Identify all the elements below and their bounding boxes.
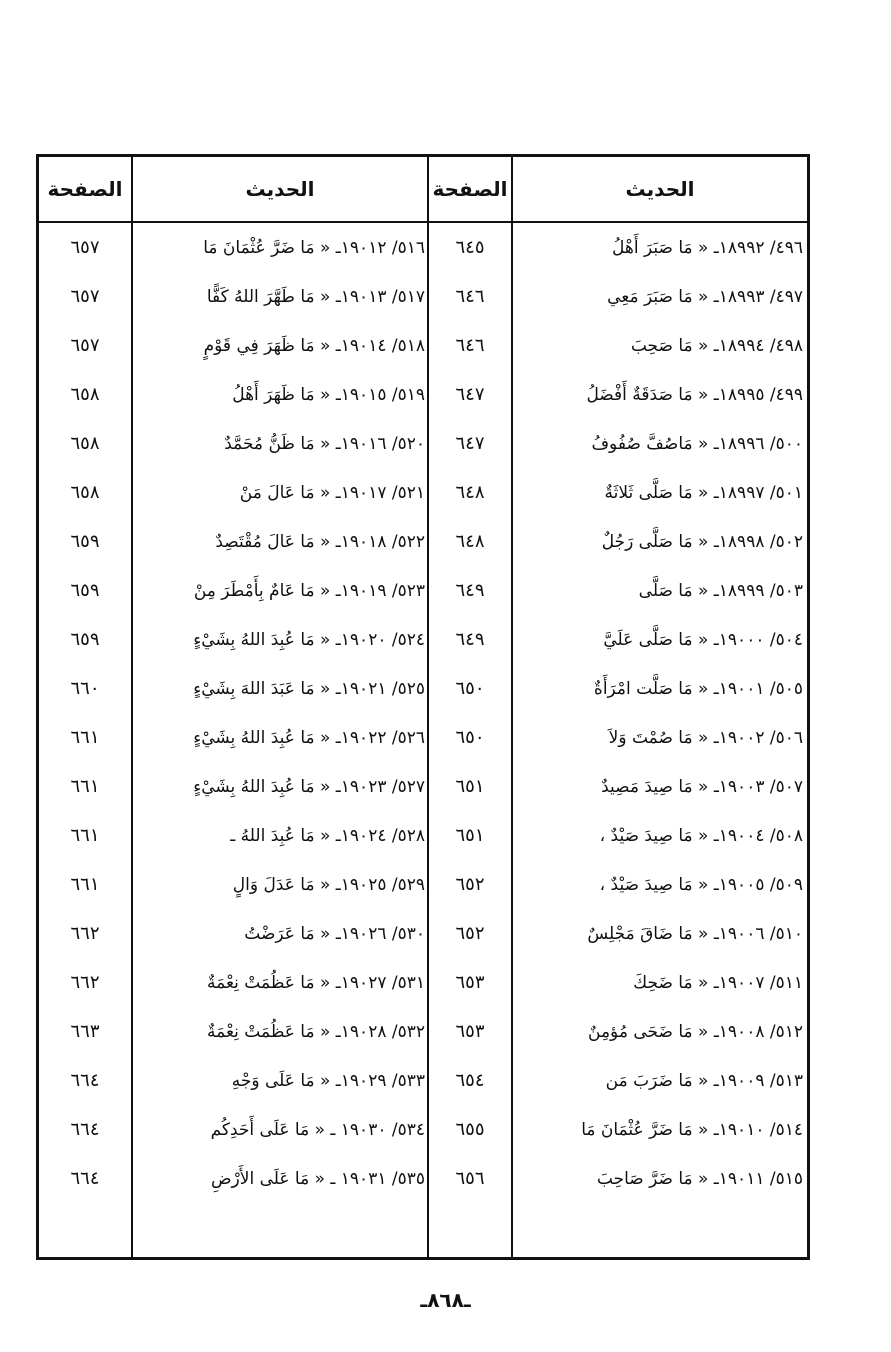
hadith-entry: ٥٠٥/ ١٩٠٠١ـ « مَا صَلَّت امْرَأَةٌ	[593, 678, 803, 699]
page-ref: ٦٥٦	[455, 1168, 485, 1189]
hadith-entry: ٥٠٢/ ١٨٩٩٨ـ « مَا صَلَّى رَجُلٌ	[601, 531, 803, 552]
page-ref: ٦٤٦	[455, 335, 485, 356]
page-ref: ٦٥٣	[455, 1021, 485, 1042]
hadith-entry: ٥١٧/ ١٩٠١٣ـ « مَا طَهَّرَ اللهُ كَفًّا	[206, 286, 425, 307]
hadith-entry: ٥٠٧/ ١٩٠٠٣ـ « مَا صِيدَ مَصِيدٌ	[601, 776, 803, 797]
page-ref: ٦٤٥	[455, 237, 485, 258]
hadith-entry: ٤٩٨/ ١٨٩٩٤ـ « مَا صَحِبَ	[630, 335, 803, 356]
page-ref: ٦٥٩	[70, 629, 100, 650]
page-ref: ٦٤٨	[455, 482, 485, 503]
page-ref: ٦٦١	[70, 776, 100, 797]
hadith-entry: ٥٢٨/ ١٩٠٢٤ـ « مَا عُبِدَ اللهُ ـ	[230, 825, 425, 846]
hadith-entry: ٥٢٠/ ١٩٠١٦ـ « مَا ظَنُّ مُحَمَّدٌ	[224, 433, 425, 454]
hadith-entry: ٥٢٦/ ١٩٠٢٢ـ « مَا عُبِدَ اللهُ بِشَيْءٍ	[193, 727, 425, 748]
page-ref: ٦٤٩	[455, 629, 485, 650]
hadith-entry: ٥١٣/ ١٩٠٠٩ـ « مَا ضَرَبَ مَن	[605, 1070, 803, 1091]
hadith-entry: ٥٢٥/ ١٩٠٢١ـ « مَا عَبَدَ اللهَ بِشَيْءٍ	[193, 678, 425, 699]
page-ref: ٦٤٧	[455, 433, 485, 454]
page-ref: ٦٥٤	[455, 1070, 485, 1091]
hadith-entry: ٥٣٠/ ١٩٠٢٦ـ « مَا عَرَضْتُ	[244, 923, 425, 944]
hadith-entry: ٥٠١/ ١٨٩٩٧ـ « مَا صَلَّى ثَلاثَةٌ	[604, 482, 803, 503]
page-ref: ٦٦٤	[70, 1168, 100, 1189]
hadith-entry: ٥٣٤/ ١٩٠٣٠ ـ « مَا عَلَى أَحَدِكُم	[210, 1119, 425, 1140]
page-ref: ٦٦٣	[70, 1021, 100, 1042]
page-ref: ٦٤٨	[455, 531, 485, 552]
page-ref: ٦٥٢	[455, 874, 485, 895]
hadith-entry: ٥٠٣/ ١٨٩٩٩ـ « مَا صَلَّى	[638, 580, 803, 601]
hadith-entry: ٤٩٧/ ١٨٩٩٣ـ « مَا صَبَرَ مَعِي	[607, 286, 803, 307]
right-page-header: الصفحة	[432, 177, 508, 201]
page-ref: ٦٦٢	[70, 972, 100, 993]
hadith-entry: ٤٩٦/ ١٨٩٩٢ـ « مَا صَبَرَ أَهْلُ	[612, 237, 803, 258]
page-ref: ٦٥٥	[455, 1119, 485, 1140]
page-ref: ٦٦٠	[70, 678, 100, 699]
hadith-entry: ٥١١/ ١٩٠٠٧ـ « مَا ضَحِكَ	[633, 972, 803, 993]
hadith-entry: ٥٣٣/ ١٩٠٢٩ـ « مَا عَلَى وَجْهِ	[231, 1070, 425, 1091]
page-ref: ٦٥٣	[455, 972, 485, 993]
hadith-entry: ٥١٥/ ١٩٠١١ـ « مَا ضَرَّ صَاحِبَ	[596, 1168, 803, 1189]
hadith-entry: ٥٢٩/ ١٩٠٢٥ـ « مَا عَدَلَ وَالٍ	[232, 874, 425, 895]
hadith-entry: ٥٣٢/ ١٩٠٢٨ـ « مَا عَظُمَتْ نِعْمَةٌ	[207, 1021, 425, 1042]
hadith-entry: ٥٢٧/ ١٩٠٢٣ـ « مَا عُبِدَ اللهُ بِشَيْءٍ	[193, 776, 425, 797]
page-ref: ٦٥٧	[70, 335, 100, 356]
page-ref: ٦٦١	[70, 874, 100, 895]
page-ref: ٦٥٠	[455, 678, 485, 699]
right-hadith-header: الحديث	[625, 177, 695, 201]
hadith-entry: ٥٢٤/ ١٩٠٢٠ـ « مَا عُبِدَ اللهُ بِشَيْءٍ	[193, 629, 425, 650]
hadith-entry: ٥١٨/ ١٩٠١٤ـ « مَا ظَهَرَ فِي قَوْمٍ	[203, 335, 425, 356]
page-ref: ٦٥٧	[70, 286, 100, 307]
hadith-entry: ٥١٠/ ١٩٠٠٦ـ « مَا ضَاقَ مَجْلِسٌ	[587, 923, 803, 944]
page-ref: ٦٥٢	[455, 923, 485, 944]
hadith-entry: ٥٠٤/ ١٩٠٠٠ـ « مَا صَلَّى عَلَيَّ	[603, 629, 803, 650]
hadith-entry: ٥٣١/ ١٩٠٢٧ـ « مَا عَظُمَتْ نِعْمَةٌ	[207, 972, 425, 993]
page-ref: ٦٥٠	[455, 727, 485, 748]
hadith-entry: ٥١٩/ ١٩٠١٥ـ « مَا ظَهَرَ أَهْلُ	[232, 384, 425, 405]
page-ref: ٦٥٩	[70, 531, 100, 552]
page-ref: ٦٥٧	[70, 237, 100, 258]
page-ref: ٦٦٢	[70, 923, 100, 944]
hadith-entry: ٥١٢/ ١٩٠٠٨ـ « مَا ضَحَى مُؤمِنٌ	[588, 1021, 803, 1042]
page-ref: ٦٦٤	[70, 1119, 100, 1140]
hadith-entry: ٥١٤/ ١٩٠١٠ـ « مَا ضَرَّ عُثْمَانَ مَا	[581, 1119, 803, 1140]
hadith-entry: ٥٠٩/ ١٩٠٠٥ـ « مَا صِيدَ صَيْدٌ ،	[599, 874, 803, 895]
page-number: ـ٨٦٨ـ	[420, 1288, 471, 1312]
page-ref: ٦٦٤	[70, 1070, 100, 1091]
left-page-header: الصفحة	[47, 177, 123, 201]
page-ref: ٦٤٧	[455, 384, 485, 405]
page-ref: ٦٥١	[455, 776, 485, 797]
page-ref: ٦٥١	[455, 825, 485, 846]
hadith-entry: ٥٠٠/ ١٨٩٩٦ـ « مَاصُفَّ صُفُوفُ	[591, 433, 803, 454]
hadith-entry: ٥٢٣/ ١٩٠١٩ـ « مَا عَامٌ بِأَمْطَرَ مِنْ	[193, 580, 425, 601]
hadith-entry: ٥٢١/ ١٩٠١٧ـ « مَا عَالَ مَنْ	[239, 482, 425, 503]
page-ref: ٦٦١	[70, 727, 100, 748]
page-ref: ٦٦١	[70, 825, 100, 846]
hadith-entry: ٥٠٨/ ١٩٠٠٤ـ « مَا صِيدَ صَيْدٌ ،	[599, 825, 803, 846]
page-ref: ٦٥٨	[70, 433, 100, 454]
page-ref: ٦٤٩	[455, 580, 485, 601]
hadith-entry: ٥٣٥/ ١٩٠٣١ ـ « مَا عَلَى الأَرْضِ	[210, 1168, 425, 1189]
page-ref: ٦٤٦	[455, 286, 485, 307]
hadith-entry: ٥١٦/ ١٩٠١٢ـ « مَا ضَرَّ عُثْمَانَ مَا	[203, 237, 425, 258]
hadith-entry: ٤٩٩/ ١٨٩٩٥ـ « مَا صَدَقَةٌ أَفْضَلُ	[586, 384, 803, 405]
hadith-entry: ٥٢٢/ ١٩٠١٨ـ « مَا عَالَ مُقْتَصِدٌ	[215, 531, 425, 552]
left-hadith-header: الحديث	[245, 177, 315, 201]
page-ref: ٦٥٨	[70, 482, 100, 503]
hadith-index-table	[36, 154, 810, 1260]
page-ref: ٦٥٩	[70, 580, 100, 601]
hadith-entry: ٥٠٦/ ١٩٠٠٢ـ « مَا صُمْتَ وَلاَ	[608, 727, 803, 748]
page-ref: ٦٥٨	[70, 384, 100, 405]
